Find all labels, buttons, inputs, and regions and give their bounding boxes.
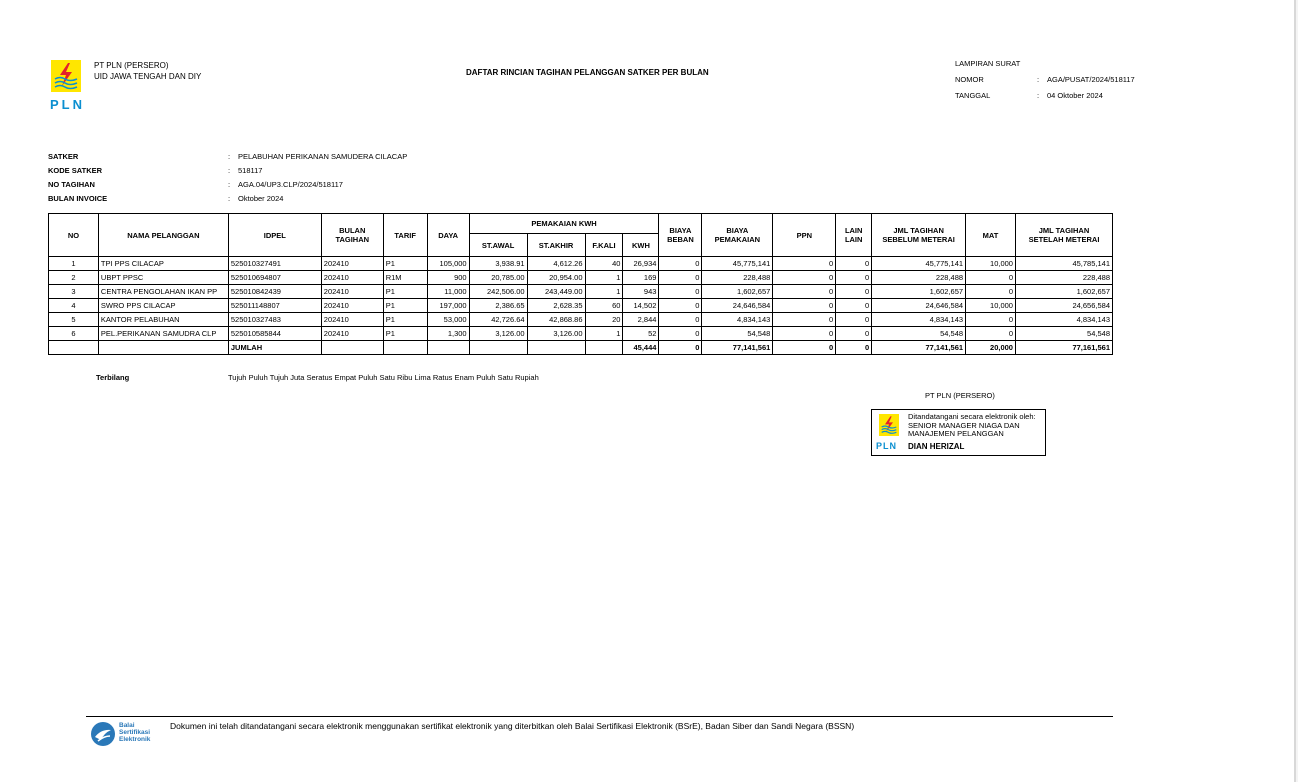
cell-nama: SWRO PPS CILACAP <box>98 299 228 313</box>
kode-satker-label: KODE SATKER <box>48 166 103 175</box>
cell-st-akhir: 243,449.00 <box>527 285 585 299</box>
cell-biaya-pemakaian: 45,775,141 <box>702 257 773 271</box>
cell-empty <box>469 341 527 355</box>
cell-bulan: 202410 <box>321 257 383 271</box>
cell-daya: 53,000 <box>427 313 469 327</box>
cell-bulan: 202410 <box>321 285 383 299</box>
cell-empty <box>427 341 469 355</box>
cell-f-kali: 40 <box>585 257 623 271</box>
cell-biaya-pemakaian: 228,488 <box>702 271 773 285</box>
cell-kwh: 26,934 <box>623 257 659 271</box>
lampiran-block <box>955 56 1135 104</box>
cell-idpel: 525010585844 <box>228 327 321 341</box>
cell-bulan: 202410 <box>321 327 383 341</box>
cell-jml-setelah: 1,602,657 <box>1015 285 1112 299</box>
header-ppn: PPN <box>773 214 836 257</box>
nomor-label: NOMOR <box>955 75 984 84</box>
header-mat: MAT <box>966 214 1016 257</box>
cell-idpel: 525010327483 <box>228 313 321 327</box>
table-row <box>49 327 1113 341</box>
cell-st-awal: 42,726.64 <box>469 313 527 327</box>
tanggal-value: 04 Oktober 2024 <box>1047 91 1103 100</box>
cell-jml-setelah: 54,548 <box>1015 327 1112 341</box>
footer-text: Dokumen ini telah ditandatangani secara elektronik menggunakan sertifikat elektronik yang diterbitkan oleh Balai Sertifikasi Elektronik (BSrE), Badan Siber dan Sandi Negara (BSSN) <box>170 721 855 731</box>
cell-idpel: 525010842439 <box>228 285 321 299</box>
cell-biaya-beban: 0 <box>659 271 702 285</box>
header-biaya-pemakaian: BIAYA PEMAKAIAN <box>702 214 773 257</box>
cell-biaya-beban: 0 <box>659 285 702 299</box>
cell-biaya-beban: 0 <box>659 257 702 271</box>
cell-empty <box>585 341 623 355</box>
cell-ppn: 0 <box>773 327 836 341</box>
cell-st-awal: 2,386.65 <box>469 299 527 313</box>
cell-kwh: 52 <box>623 327 659 341</box>
header-biaya-beban: BIAYA BEBAN <box>659 214 702 257</box>
cell-bulan: 202410 <box>321 271 383 285</box>
footer-divider <box>86 716 1113 717</box>
cell-empty <box>49 341 99 355</box>
cell-kwh: 2,844 <box>623 313 659 327</box>
cell-jml-sebelum: 4,834,143 <box>872 313 966 327</box>
kode-satker-value: 518117 <box>238 166 263 175</box>
cell-ppn: 0 <box>773 271 836 285</box>
header-bulan-tagihan: BULAN TAGIHAN <box>321 214 383 257</box>
cell-empty <box>98 341 228 355</box>
cell-jml-setelah: 45,785,141 <box>1015 257 1112 271</box>
billing-table <box>48 213 1113 355</box>
cell-mat: 10,000 <box>966 257 1016 271</box>
total-jml-setelah: 77,161,561 <box>1015 341 1112 355</box>
cell-ppn: 0 <box>773 313 836 327</box>
header-tarif: TARIF <box>383 214 427 257</box>
cell-tarif: P1 <box>383 285 427 299</box>
signer-name: DIAN HERIZAL <box>908 442 965 451</box>
cell-mat: 0 <box>966 271 1016 285</box>
cell-bulan: 202410 <box>321 299 383 313</box>
cell-no: 3 <box>49 285 99 299</box>
pln-logo-icon <box>51 60 81 92</box>
cell-f-kali: 20 <box>585 313 623 327</box>
colon: : <box>1037 75 1040 84</box>
signature-box <box>871 409 1046 456</box>
cell-mat: 10,000 <box>966 299 1016 313</box>
cell-kwh: 14,502 <box>623 299 659 313</box>
cell-st-awal: 242,506.00 <box>469 285 527 299</box>
table-row <box>49 257 1113 271</box>
cell-no: 6 <box>49 327 99 341</box>
cell-lain: 0 <box>836 285 872 299</box>
bulan-invoice-value: Oktober 2024 <box>238 194 284 203</box>
header-pemakaian-kwh: PEMAKAIAN KWH <box>469 214 659 234</box>
document-title: DAFTAR RINCIAN TAGIHAN PELANGGAN SATKER PER BULAN <box>466 68 709 77</box>
cell-jml-setelah: 24,656,584 <box>1015 299 1112 313</box>
cell-idpel: 525010694807 <box>228 271 321 285</box>
cell-jml-sebelum: 54,548 <box>872 327 966 341</box>
bulan-invoice-label: BULAN INVOICE <box>48 194 108 203</box>
cell-mat: 0 <box>966 313 1016 327</box>
cell-lain: 0 <box>836 257 872 271</box>
total-mat: 20,000 <box>966 341 1016 355</box>
company-block <box>94 60 201 82</box>
cell-empty <box>527 341 585 355</box>
cell-st-akhir: 42,868.86 <box>527 313 585 327</box>
total-row <box>49 341 1113 355</box>
cell-lain: 0 <box>836 271 872 285</box>
cell-daya: 900 <box>427 271 469 285</box>
cell-biaya-pemakaian: 1,602,657 <box>702 285 773 299</box>
cell-ppn: 0 <box>773 285 836 299</box>
pln-logo-icon <box>879 414 899 436</box>
header-f-kali: F.KALI <box>585 234 623 257</box>
cell-daya: 1,300 <box>427 327 469 341</box>
cell-st-akhir: 4,612.26 <box>527 257 585 271</box>
cell-biaya-beban: 0 <box>659 327 702 341</box>
cell-tarif: P1 <box>383 257 427 271</box>
signature-line2: SENIOR MANAGER NIAGA DAN <box>908 420 1020 430</box>
bsre-text: Balai Sertifikasi Elektronik <box>119 722 151 743</box>
no-tagihan-value: AGA.04/UP3.CLP/2024/518117 <box>238 180 343 189</box>
total-biaya-pemakaian: 77,141,561 <box>702 341 773 355</box>
header-kwh: KWH <box>623 234 659 257</box>
total-biaya-beban: 0 <box>659 341 702 355</box>
pln-logo <box>48 58 92 114</box>
pln-logo-text: PLN <box>50 97 85 112</box>
cell-jml-sebelum: 45,775,141 <box>872 257 966 271</box>
cell-st-awal: 3,938.91 <box>469 257 527 271</box>
cell-st-akhir: 3,126.00 <box>527 327 585 341</box>
cell-no: 4 <box>49 299 99 313</box>
cell-nama: PEL.PERIKANAN SAMUDRA CLP <box>98 327 228 341</box>
cell-nama: UBPT PPSC <box>98 271 228 285</box>
colon: : <box>228 180 231 189</box>
cell-biaya-pemakaian: 24,646,584 <box>702 299 773 313</box>
total-kwh: 45,444 <box>623 341 659 355</box>
cell-no: 2 <box>49 271 99 285</box>
bsre-logo <box>90 720 160 748</box>
cell-bulan: 202410 <box>321 313 383 327</box>
cell-nama: CENTRA PENGOLAHAN IKAN PP <box>98 285 228 299</box>
bsre-icon <box>90 721 116 747</box>
signature-line3: MANAJEMEN PELANGGAN <box>908 429 1004 438</box>
colon: : <box>1037 91 1040 100</box>
cell-st-akhir: 20,954.00 <box>527 271 585 285</box>
signature-line1: Ditandatangani secara elektronik oleh: <box>908 412 1036 421</box>
pln-logo-text: PLN <box>876 441 897 451</box>
colon: : <box>228 152 231 161</box>
cell-biaya-beban: 0 <box>659 299 702 313</box>
lampiran-label: LAMPIRAN SURAT <box>955 59 1021 68</box>
header-lain-lain: LAIN LAIN <box>836 214 872 257</box>
cell-st-akhir: 2,628.35 <box>527 299 585 313</box>
cell-empty <box>383 341 427 355</box>
nomor-value: AGA/PUSAT/2024/518117 <box>1047 75 1135 84</box>
cell-empty <box>321 341 383 355</box>
table-row <box>49 299 1113 313</box>
cell-nama: TPI PPS CILACAP <box>98 257 228 271</box>
company-unit: UID JAWA TENGAH DAN DIY <box>94 72 202 81</box>
cell-kwh: 943 <box>623 285 659 299</box>
cell-jml-setelah: 4,834,143 <box>1015 313 1112 327</box>
cell-st-awal: 20,785.00 <box>469 271 527 285</box>
cell-jml-sebelum: 1,602,657 <box>872 285 966 299</box>
cell-ppn: 0 <box>773 257 836 271</box>
cell-daya: 11,000 <box>427 285 469 299</box>
table-row <box>49 313 1113 327</box>
header-jml-sebelum-meterai: JML TAGIHAN SEBELUM METERAI <box>872 214 966 257</box>
cell-ppn: 0 <box>773 299 836 313</box>
cell-f-kali: 1 <box>585 327 623 341</box>
total-label: JUMLAH <box>228 341 321 355</box>
cell-daya: 105,000 <box>427 257 469 271</box>
cell-biaya-pemakaian: 54,548 <box>702 327 773 341</box>
cell-idpel: 525011148807 <box>228 299 321 313</box>
header-st-awal: ST.AWAL <box>469 234 527 257</box>
cell-lain: 0 <box>836 313 872 327</box>
cell-biaya-beban: 0 <box>659 313 702 327</box>
cell-daya: 197,000 <box>427 299 469 313</box>
terbilang-label: Terbilang <box>96 373 130 382</box>
cell-tarif: P1 <box>383 313 427 327</box>
cell-mat: 0 <box>966 327 1016 341</box>
terbilang-value: Tujuh Puluh Tujuh Juta Seratus Empat Puluh Satu Ribu Lima Ratus Enam Puluh Satu Rupiah <box>228 373 539 382</box>
cell-tarif: R1M <box>383 271 427 285</box>
cell-jml-setelah: 228,488 <box>1015 271 1112 285</box>
company-name: PT PLN (PERSERO) <box>94 61 169 70</box>
header-no: NO <box>49 214 99 257</box>
cell-no: 5 <box>49 313 99 327</box>
cell-f-kali: 1 <box>585 285 623 299</box>
tanggal-label: TANGGAL <box>955 91 991 100</box>
cell-lain: 0 <box>836 327 872 341</box>
satker-value: PELABUHAN PERIKANAN SAMUDERA CILACAP <box>238 152 408 161</box>
cell-lain: 0 <box>836 299 872 313</box>
total-ppn: 0 <box>773 341 836 355</box>
satker-label: SATKER <box>48 152 79 161</box>
cell-kwh: 169 <box>623 271 659 285</box>
header-jml-setelah-meterai: JML TAGIHAN SETELAH METERAI <box>1015 214 1112 257</box>
cell-mat: 0 <box>966 285 1016 299</box>
no-tagihan-label: NO TAGIHAN <box>48 180 95 189</box>
header-nama-pelanggan: NAMA PELANGGAN <box>98 214 228 257</box>
cell-no: 1 <box>49 257 99 271</box>
header-st-akhir: ST.AKHIR <box>527 234 585 257</box>
cell-idpel: 525010327491 <box>228 257 321 271</box>
table-row <box>49 271 1113 285</box>
colon: : <box>228 166 231 175</box>
cell-jml-sebelum: 24,646,584 <box>872 299 966 313</box>
cell-f-kali: 60 <box>585 299 623 313</box>
cell-st-awal: 3,126.00 <box>469 327 527 341</box>
cell-biaya-pemakaian: 4,834,143 <box>702 313 773 327</box>
table-row <box>49 285 1113 299</box>
cell-tarif: P1 <box>383 327 427 341</box>
header-daya: DAYA <box>427 214 469 257</box>
colon: : <box>228 194 231 203</box>
cell-f-kali: 1 <box>585 271 623 285</box>
header-idpel: IDPEL <box>228 214 321 257</box>
total-jml-sebelum: 77,141,561 <box>872 341 966 355</box>
signature-company: PT PLN (PERSERO) <box>925 391 995 400</box>
total-lain: 0 <box>836 341 872 355</box>
signature-text <box>908 413 1046 439</box>
info-block <box>48 150 407 206</box>
cell-nama: KANTOR PELABUHAN <box>98 313 228 327</box>
cell-tarif: P1 <box>383 299 427 313</box>
cell-jml-sebelum: 228,488 <box>872 271 966 285</box>
